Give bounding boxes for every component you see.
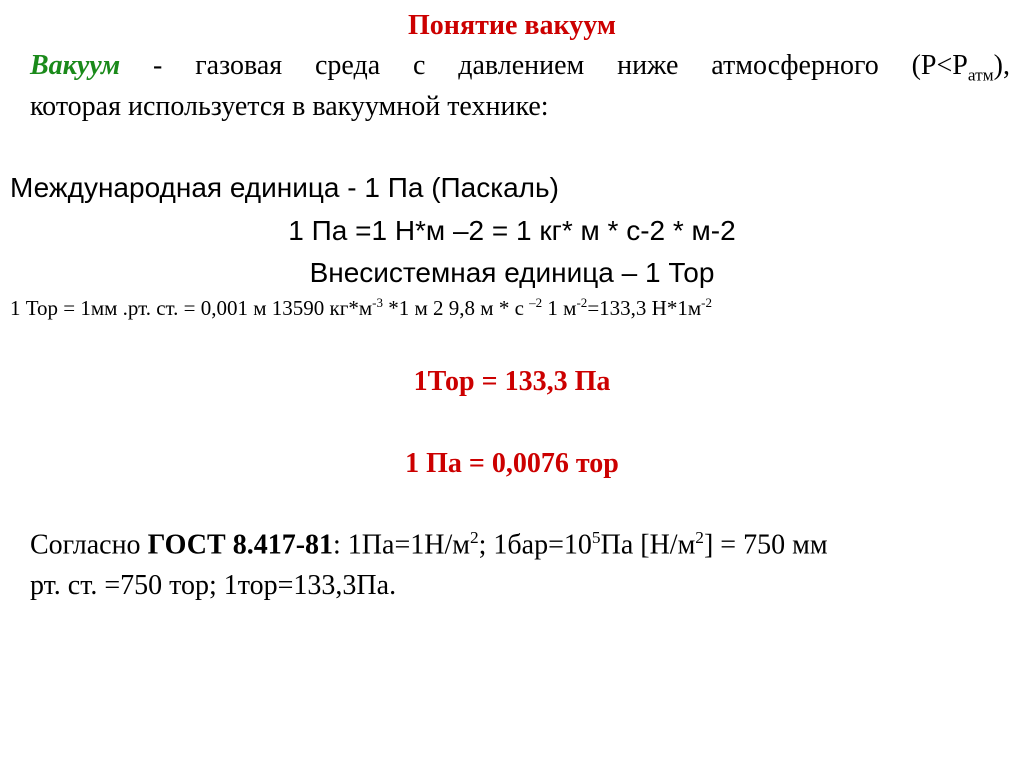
- pascal-equation: 1 Па =1 Н*м –2 = 1 кг* м * с-2 * м-2: [288, 215, 736, 246]
- definition-text: - газовая среда с давлением ниже атмосферного (Р<Р: [120, 50, 968, 81]
- gost-text: : 1Па=1Н/м: [333, 529, 470, 561]
- page-title: Понятие вакуум: [408, 10, 616, 41]
- torr-derivation-part: =133,3 Н*1м: [587, 296, 702, 320]
- atm-subscript: атм: [967, 65, 994, 85]
- torr-result: 1Тор = 133,3 Па: [413, 366, 611, 397]
- torr-unit-text: Внесистемная единица – 1 Тор: [309, 257, 715, 288]
- exponent: 2: [469, 528, 479, 547]
- exponent: -2: [576, 295, 588, 310]
- torr-derivation-part: *1 м 2 9,8 м * с: [383, 296, 530, 320]
- exponent: 5: [591, 528, 601, 547]
- exponent: -3: [372, 295, 383, 310]
- si-unit-text: Международная единица - 1 Па (Паскаль): [10, 172, 559, 203]
- torr-derivation-part: 1 Тор = 1мм .рт. ст. = 0,001 м 13590 кг*м: [10, 296, 373, 320]
- gost-prefix: Согласно: [30, 529, 148, 561]
- exponent: 2: [695, 528, 704, 547]
- pascal-result: 1 Па = 0,0076 тор: [405, 448, 619, 479]
- torr-derivation-part: 1 м: [542, 296, 577, 320]
- gost-line-1: [30, 528, 828, 561]
- definition-line-2: которая используется в вакуумной технике:: [30, 91, 549, 122]
- gost-standard: ГОСТ 8.417-81: [147, 529, 334, 561]
- gost-text: ; 1бар=10: [478, 529, 592, 561]
- definition-text-end: ),: [993, 50, 1010, 81]
- torr-derivation: [10, 295, 712, 321]
- exponent: –2: [529, 295, 543, 310]
- definition-term: Вакуум: [30, 50, 121, 81]
- gost-line-2: рт. ст. =750 тор; 1тор=133,3Па.: [30, 570, 397, 601]
- definition-line-1: [30, 50, 1010, 86]
- exponent: -2: [701, 295, 712, 310]
- gost-text: ] = 750 мм: [703, 529, 828, 561]
- gost-text: Па [Н/м: [600, 529, 696, 561]
